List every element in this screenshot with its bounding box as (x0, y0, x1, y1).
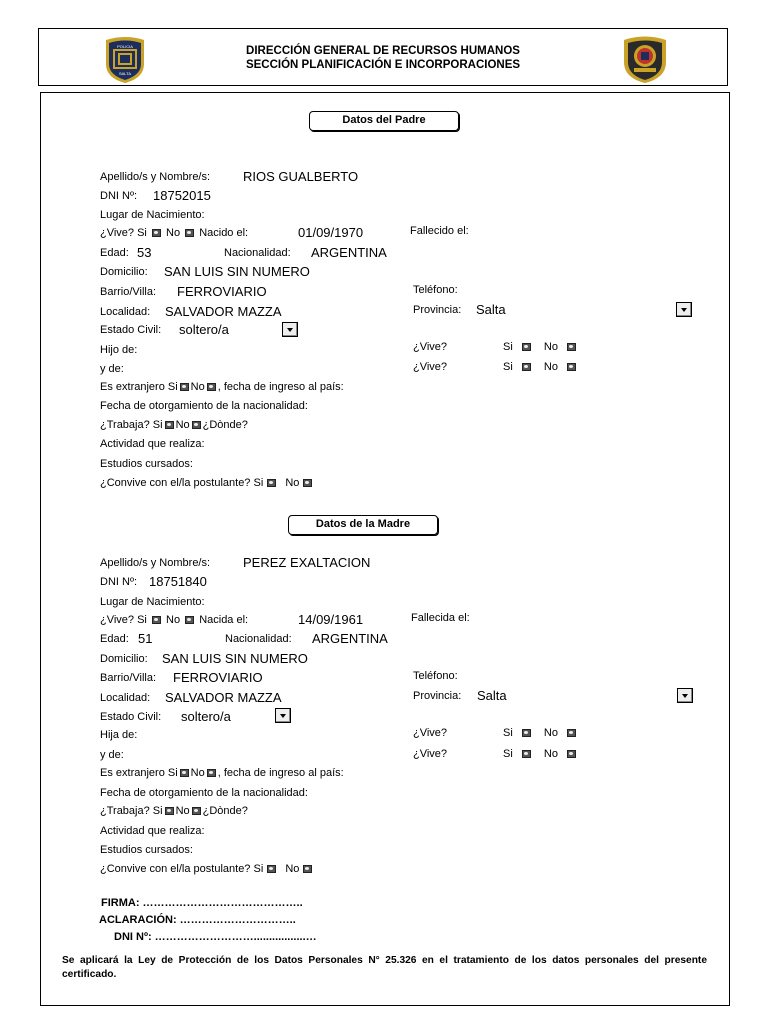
mother-foreign-no-label: No (190, 767, 205, 779)
mother-born-value[interactable]: 14/09/1961 (298, 612, 364, 627)
father-alive-label: ¿Vive? Si (100, 227, 147, 239)
mother-works-yes-checkbox[interactable] (165, 807, 174, 815)
mother-address-label: Domicilio: (100, 653, 148, 665)
mother-barrio-label: Barrio/Villa: (100, 672, 157, 684)
svg-text:SALTA: SALTA (118, 71, 132, 76)
mother-parent2-alive-label: ¿Vive? (413, 748, 448, 760)
father-parent1-alive-label: ¿Vive? (413, 341, 448, 353)
father-child-of-label: Hijo de: (100, 344, 138, 356)
father-born-label: Nacido el: (199, 227, 249, 239)
father-activity-label: Actividad que realiza: (100, 438, 205, 450)
mother-province-value[interactable]: Salta (477, 688, 507, 703)
mother-foreign-row (100, 767, 344, 780)
mother-cohabit-yes-checkbox[interactable] (267, 865, 276, 873)
mother-works-label: ¿Trabaja? Si (100, 805, 163, 817)
mother-alive-label: ¿Vive? Si (100, 614, 147, 626)
father-name-label: Apellido/s y Nombre/s: (100, 171, 211, 183)
mother-barrio-value[interactable]: FERROVIARIO (173, 670, 263, 685)
mother-parent1-no-label: No (543, 727, 558, 739)
mother-foreign-no-checkbox[interactable] (207, 769, 216, 777)
father-province-value[interactable]: Salta (476, 302, 506, 317)
mother-studies-label: Estudios cursados: (100, 844, 193, 856)
section-title-mother: Datos de la Madre (288, 515, 438, 535)
father-and-of-label: y de: (100, 363, 124, 375)
mother-civil-dropdown-button[interactable] (275, 708, 291, 723)
mother-parent1-alive-label: ¿Vive? (413, 727, 448, 739)
mother-locality-value[interactable]: SALVADOR MAZZA (165, 690, 282, 705)
father-cohabit-label: ¿Convive con el/la postulante? Si (100, 477, 264, 489)
mother-where-label: ¿Dònde? (202, 805, 248, 817)
mother-cohabit-no-checkbox[interactable] (303, 865, 312, 873)
department-crest-logo (620, 34, 670, 84)
father-civil-value[interactable]: soltero/a (179, 322, 229, 337)
father-birthplace-label: Lugar de Nacimiento: (100, 209, 205, 221)
mother-age-label: Edad: (100, 633, 129, 645)
clarification-line[interactable]: ACLARACIÓN: ………………………….. (99, 914, 296, 926)
mother-parent2-si-label: Si (503, 748, 513, 760)
mother-works-no-checkbox[interactable] (192, 807, 201, 815)
mother-locality-label: Localidad: (100, 692, 151, 704)
mother-birthplace-label: Lugar de Nacimiento: (100, 596, 205, 608)
mother-alive-no-label: No (166, 614, 181, 626)
mother-parent2-alive-options (503, 748, 578, 761)
father-cohabit-row (100, 477, 314, 490)
father-parent2-alive-no-checkbox[interactable] (567, 363, 576, 371)
mother-address-value[interactable]: SAN LUIS SIN NUMERO (162, 651, 308, 666)
father-parent2-si-label: Si (503, 361, 513, 373)
signature-dni-line[interactable]: DNI Nº: ……………………….................… (114, 931, 317, 943)
father-works-no-label: No (175, 419, 190, 431)
father-foreign-no-checkbox[interactable] (207, 383, 216, 391)
mother-works-row (100, 805, 248, 818)
father-nationality-date-label: Fecha de otorgamiento de la nacionalidad: (100, 400, 308, 412)
father-works-label: ¿Trabaja? Si (100, 419, 163, 431)
father-parent2-alive-yes-checkbox[interactable] (522, 363, 531, 371)
mother-parent2-alive-yes-checkbox[interactable] (522, 750, 531, 758)
mother-parent1-alive-no-checkbox[interactable] (567, 729, 576, 737)
mother-dni-label: DNI Nº: (100, 576, 138, 588)
father-address-value[interactable]: SAN LUIS SIN NUMERO (164, 264, 310, 279)
father-barrio-value[interactable]: FERROVIARIO (177, 284, 267, 299)
data-protection-notice: Se aplicará la Ley de Protección de los Datos Personales N° 25.326 en el tratamiento de los datos personales del presente certificado. (62, 955, 707, 980)
father-name-value[interactable]: RIOS GUALBERTO (243, 169, 359, 184)
father-works-row (100, 419, 248, 432)
father-age-label: Edad: (100, 247, 129, 259)
mother-foreign-date-label: , fecha de ingreso al país: (217, 767, 344, 779)
father-parent1-alive-yes-checkbox[interactable] (522, 343, 531, 351)
mother-alive-yes-checkbox[interactable] (152, 616, 161, 624)
father-parent2-alive-label: ¿Vive? (413, 361, 448, 373)
father-alive-yes-checkbox[interactable] (152, 229, 161, 237)
mother-province-dropdown-button[interactable] (677, 688, 693, 703)
section-title-father: Datos del Padre (309, 111, 459, 131)
father-province-label: Provincia: (413, 304, 462, 316)
signature-line[interactable]: FIRMA: …………………………………….. (101, 897, 303, 909)
mother-parent1-si-label: Si (503, 727, 513, 739)
father-parent1-alive-row (413, 341, 447, 354)
father-address-label: Domicilio: (100, 266, 148, 278)
father-civil-dropdown-button[interactable] (282, 322, 298, 337)
father-locality-value[interactable]: SALVADOR MAZZA (165, 304, 282, 319)
mother-foreign-yes-checkbox[interactable] (180, 769, 189, 777)
mother-parent1-alive-yes-checkbox[interactable] (522, 729, 531, 737)
father-foreign-yes-checkbox[interactable] (180, 383, 189, 391)
mother-cohabit-row (100, 863, 314, 876)
father-province-dropdown-button[interactable] (676, 302, 692, 317)
mother-civil-value[interactable]: soltero/a (181, 709, 231, 724)
mother-parent2-no-label: No (543, 748, 558, 760)
mother-nationality-value[interactable]: ARGENTINA (312, 631, 388, 646)
mother-alive-row (100, 614, 248, 627)
father-dni-label: DNI Nº: (100, 190, 138, 202)
father-alive-no-checkbox[interactable] (185, 229, 194, 237)
mother-name-label: Apellido/s y Nombre/s: (100, 557, 211, 569)
father-locality-label: Localidad: (100, 306, 151, 318)
mother-and-of-label: y de: (100, 749, 124, 761)
father-phone-label: Teléfono: (413, 284, 458, 296)
mother-born-label: Nacida el: (199, 614, 249, 626)
father-died-label: Fallecido el: (410, 225, 469, 237)
father-alive-row (100, 227, 248, 240)
mother-age-value[interactable]: 51 (138, 631, 153, 646)
father-cohabit-yes-checkbox[interactable] (267, 479, 276, 487)
father-foreign-row (100, 381, 344, 394)
father-parent1-si-label: Si (503, 341, 513, 353)
father-parent2-no-label: No (543, 361, 558, 373)
father-cohabit-no-label: No (285, 477, 300, 489)
mother-works-no-label: No (175, 805, 190, 817)
mother-nationality-label: Nacionalidad: (225, 633, 292, 645)
father-parent2-alive-options (503, 361, 578, 374)
father-parent1-no-label: No (543, 341, 558, 353)
mother-alive-no-checkbox[interactable] (185, 616, 194, 624)
mother-child-of-label: Hija de: (100, 729, 138, 741)
father-alive-no-label: No (166, 227, 181, 239)
father-parent1-alive-no-checkbox[interactable] (567, 343, 576, 351)
father-studies-label: Estudios cursados: (100, 458, 193, 470)
father-parent1-alive-options (503, 341, 578, 354)
mother-dni-value[interactable]: 18751840 (149, 574, 207, 589)
father-barrio-label: Barrio/Villa: (100, 286, 157, 298)
father-civil-label: Estado Civil: (100, 324, 162, 336)
header-title-line1: DIRECCIÓN GENERAL DE RECURSOS HUMANOS (246, 45, 520, 57)
father-foreign-date-label: , fecha de ingreso al país: (217, 381, 344, 393)
mother-cohabit-no-label: No (285, 863, 300, 875)
father-foreign-no-label: No (190, 381, 205, 393)
mother-name-value[interactable]: PEREZ EXALTACION (243, 555, 371, 570)
father-dni-value[interactable]: 18752015 (153, 188, 211, 203)
page-header (38, 28, 728, 86)
mother-nationality-date-label: Fecha de otorgamiento de la nacionalidad: (100, 787, 308, 799)
father-works-no-checkbox[interactable] (192, 421, 201, 429)
mother-parent2-alive-no-checkbox[interactable] (567, 750, 576, 758)
svg-text:POLICIA: POLICIA (117, 44, 133, 49)
father-cohabit-no-checkbox[interactable] (303, 479, 312, 487)
father-born-value[interactable]: 01/09/1970 (298, 225, 364, 240)
father-works-yes-checkbox[interactable] (165, 421, 174, 429)
mother-foreign-label: Es extranjero Si (100, 767, 178, 779)
mother-cohabit-label: ¿Convive con el/la postulante? Si (100, 863, 264, 875)
father-where-label: ¿Dònde? (202, 419, 248, 431)
father-age-value[interactable]: 53 (137, 245, 152, 260)
father-nationality-value[interactable]: ARGENTINA (311, 245, 387, 260)
mother-parent1-alive-options (503, 727, 578, 740)
mother-activity-label: Actividad que realiza: (100, 825, 205, 837)
mother-died-label: Fallecida el: (411, 612, 470, 624)
mother-civil-label: Estado Civil: (100, 711, 162, 723)
mother-phone-label: Teléfono: (413, 670, 458, 682)
father-foreign-label: Es extranjero Si (100, 381, 178, 393)
header-title-line2: SECCIÓN PLANIFICACIÓN E INCORPORACIONES (245, 59, 521, 71)
father-nationality-label: Nacionalidad: (224, 247, 291, 259)
mother-province-label: Provincia: (413, 690, 462, 702)
